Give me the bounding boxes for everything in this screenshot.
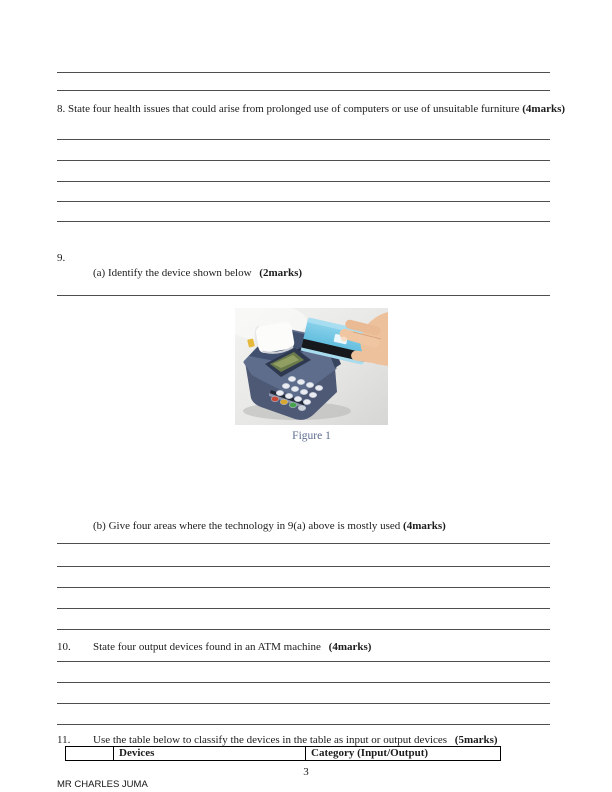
question-10 — [57, 640, 371, 655]
answer-line — [57, 724, 550, 725]
devices-classification-table — [65, 746, 501, 761]
question-11-number: 11. — [57, 734, 71, 746]
table-header-blank — [66, 747, 114, 761]
question-9b-text: Give four areas where the technology in 9(a) above is mostly used — [108, 520, 401, 532]
question-11-marks: (5marks) — [454, 734, 498, 746]
answer-line — [57, 661, 550, 662]
question-9b-marks: (4marks) — [403, 520, 446, 532]
green-key — [289, 402, 297, 407]
question-9-number: 9. — [57, 252, 66, 264]
answer-line — [57, 543, 550, 544]
answer-line — [57, 566, 550, 567]
red-key — [271, 396, 279, 401]
answer-line — [57, 201, 550, 202]
table-header-row — [66, 747, 501, 761]
pos-terminal-illustration — [235, 308, 388, 425]
answer-line — [57, 682, 550, 683]
answer-line — [57, 703, 550, 704]
answer-line — [57, 295, 550, 296]
question-9a-text: Identify the device shown below — [107, 267, 252, 279]
figure-1-image — [235, 308, 388, 425]
page-number: 3 — [303, 766, 309, 778]
question-10-number: 10. — [57, 641, 71, 653]
question-8-marks: (4marks) — [522, 103, 566, 115]
table-header-category: Category (Input/Output) — [306, 747, 501, 761]
answer-line — [57, 181, 550, 182]
question-10-text: State four output devices found in an ATM machine — [93, 641, 321, 653]
answer-line — [57, 160, 550, 161]
author-footer: MR CHARLES JUMA — [57, 779, 148, 790]
question-11-text: Use the table below to classify the devices in the table as input or output devices — [93, 734, 448, 746]
question-10-marks: (4marks) — [328, 641, 372, 653]
answer-line — [57, 608, 550, 609]
table-header-devices: Devices — [114, 747, 306, 761]
question-9b — [93, 519, 446, 534]
answer-line — [57, 139, 550, 140]
answer-line — [57, 629, 550, 630]
question-8-text: State four health issues that could arise from prolonged use of computers or use of unsuitable furniture — [68, 103, 520, 115]
question-9b-label: (b) — [93, 520, 106, 532]
question-8 — [57, 102, 575, 117]
answer-line — [57, 587, 550, 588]
yellow-key — [280, 399, 288, 404]
answer-line — [57, 72, 550, 73]
question-8-number: 8. — [57, 103, 66, 115]
question-9a-marks: (2marks) — [259, 267, 303, 279]
question-9a — [93, 266, 302, 281]
figure-1-caption: Figure 1 — [292, 430, 331, 442]
answer-line — [57, 221, 550, 222]
question-9a-label: (a) — [93, 267, 106, 279]
answer-line — [57, 90, 550, 91]
